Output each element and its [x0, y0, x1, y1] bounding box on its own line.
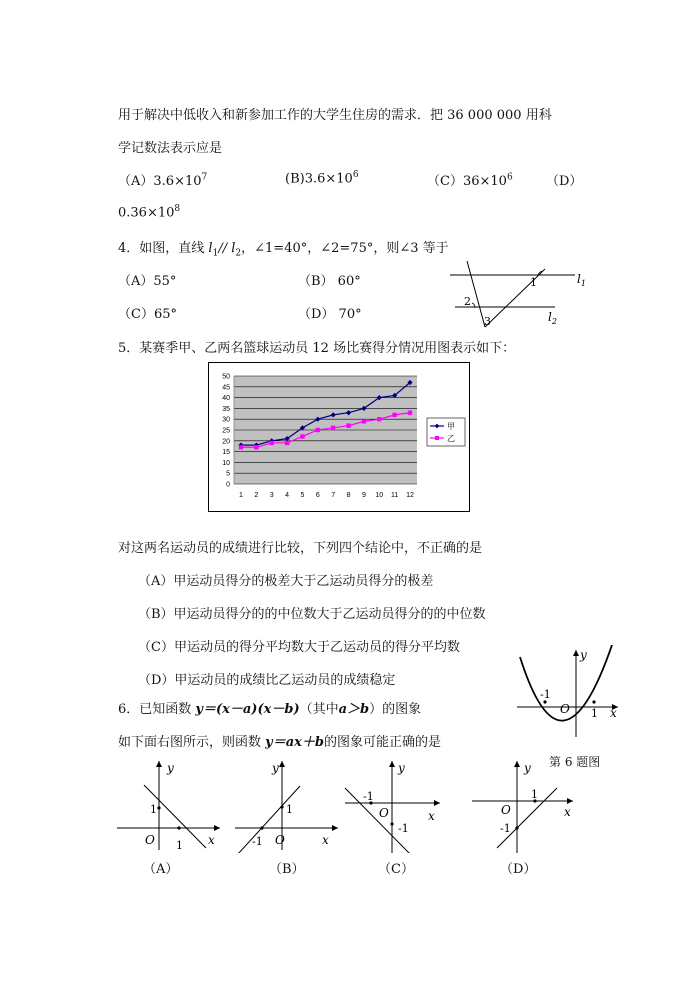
angle-2-label: 2: [464, 295, 471, 308]
svg-text:y: y: [167, 761, 174, 775]
data-point: [392, 413, 396, 417]
angle-1-label: 1: [530, 276, 537, 289]
svg-text:O: O: [145, 833, 155, 847]
q4-option-a: （A）55°: [118, 274, 177, 289]
y-tick-label: 0: [226, 481, 230, 489]
data-point: [270, 441, 274, 445]
q3-option-d-continued: $0.36\times 10^8$: [118, 204, 181, 221]
l2-label: $l_2$: [548, 310, 557, 326]
function-line: [497, 788, 557, 848]
q6-line2: 如下面右图所示，则函数 y＝ax＋b的图象可能正确的是: [118, 735, 441, 750]
q4-parallel-lines-figure: [445, 255, 595, 335]
data-point: [316, 428, 320, 432]
x-tick-label: 12: [406, 492, 414, 499]
svg-text:1: 1: [286, 803, 293, 816]
data-point: [254, 445, 258, 449]
svg-text:y: y: [524, 761, 531, 775]
q4-option-d: （D） 70°: [298, 307, 362, 322]
q3-option-b: $(B)3.6\times 10^6$: [285, 170, 359, 187]
svg-text:x: x: [564, 805, 571, 819]
x-tick-label: 5: [300, 492, 305, 499]
x-tick-label: 6: [315, 492, 320, 499]
q4-option-c: （C）65°: [118, 307, 177, 322]
y-tick-label: 45: [222, 384, 230, 392]
svg-text:O: O: [560, 702, 570, 716]
svg-text:-1: -1: [540, 688, 551, 701]
q4-option-b: （B） 60°: [298, 274, 361, 289]
legend-box: [427, 418, 465, 446]
svg-text:-1: -1: [252, 835, 263, 848]
q6-option-b-graph: [230, 758, 342, 853]
q5-question: 对这两名运动员的成绩进行比较，下列四个结论中，不正确的是: [118, 541, 483, 556]
y-tick-label: 40: [222, 395, 230, 403]
x-tick-label: 4: [285, 492, 290, 499]
y-tick-label: 15: [222, 449, 230, 457]
q6-line1: 6．已知函数 y＝(x－a)(x－b)（其中a＞b）的图象: [118, 702, 422, 717]
q6-option-c-graph: [340, 758, 452, 853]
q5-option-a: （A）甲运动员得分的极差大于乙运动员得分的极差: [138, 574, 434, 589]
q5-option-b: （B）甲运动员得分的的中位数大于乙运动员得分的的中位数: [138, 607, 486, 622]
x-tick-label: 3: [269, 492, 274, 499]
svg-text:y: y: [398, 761, 405, 775]
q5-stem: 5．某赛季甲、乙两名篮球运动员 12 场比赛得分情况用图表示如下：: [118, 341, 516, 356]
svg-text:x: x: [322, 833, 329, 847]
q6-figure-caption: 第 6 题图: [549, 755, 601, 769]
q6-option-a-caption: （A）: [143, 862, 179, 877]
svg-text:y: y: [272, 761, 279, 775]
x-tick-label: 10: [375, 492, 384, 499]
l1-label: $l_1$: [577, 272, 586, 288]
y-tick-label: 30: [222, 416, 230, 424]
q3-option-c: $(C)36\times 10^6$: [427, 172, 513, 189]
svg-text:x: x: [428, 809, 435, 823]
legend-marker: [435, 436, 439, 440]
q6-option-d-caption: （D）: [500, 862, 537, 877]
x-tick-label: 2: [254, 492, 259, 499]
score-line-chart: [209, 363, 469, 511]
svg-text:O: O: [379, 806, 389, 820]
data-point: [239, 445, 243, 449]
svg-text:1: 1: [176, 839, 183, 852]
svg-text:-1: -1: [398, 822, 409, 835]
q3-text-line1: 用于解决中低收入和新参加工作的大学生住房的需求．把 36 000 000 用科: [118, 108, 552, 123]
q4-stem: 4．如图，直线 $l_1//$ $l_2$，∠1=40°，∠2=75°，则∠3 等于: [118, 241, 449, 259]
svg-text:y: y: [580, 648, 587, 662]
y-tick-label: 50: [222, 373, 230, 381]
x-tick-label: 9: [361, 492, 366, 499]
q6-option-d-graph: [467, 758, 579, 853]
angle-3-label: 3: [484, 315, 491, 328]
x-tick-label: 7: [331, 492, 336, 499]
x-tick-label: 8: [346, 492, 351, 499]
legend-label: 乙: [447, 434, 455, 443]
function-line: [238, 786, 300, 853]
y-tick-label: 35: [222, 405, 230, 413]
svg-text:x: x: [208, 833, 215, 847]
q6-option-b-caption: （B）: [269, 862, 305, 877]
svg-text:1: 1: [150, 803, 157, 816]
y-tick-label: 20: [222, 438, 230, 446]
data-point: [377, 417, 381, 421]
data-point: [300, 434, 304, 438]
x-tick-label: 11: [390, 492, 399, 499]
y-tick-label: 5: [226, 470, 230, 478]
svg-text:O: O: [275, 833, 285, 847]
svg-text:1: 1: [531, 788, 538, 801]
q5-option-c: （C）甲运动员的得分平均数大于乙运动员的得分平均数: [138, 640, 460, 655]
q6-parabola-figure: [512, 645, 622, 740]
y-tick-label: 25: [222, 427, 230, 435]
svg-text:O: O: [501, 803, 511, 817]
svg-text:-1: -1: [500, 822, 511, 835]
svg-text:1: 1: [591, 707, 598, 720]
q6-option-a-graph: [112, 758, 224, 853]
q3-option-d: （D）: [546, 174, 583, 189]
data-point: [331, 426, 335, 430]
q3-option-a: $(A)3.6\times 10^7$: [118, 172, 208, 189]
q3-text-line2: 学记数法表示应是: [118, 141, 223, 156]
svg-text:-1: -1: [363, 790, 374, 803]
data-point: [362, 419, 366, 423]
legend-label: 甲: [447, 422, 455, 431]
y-tick-label: 10: [222, 459, 230, 467]
svg-text:x: x: [610, 706, 617, 720]
data-point: [346, 423, 350, 427]
data-point: [408, 411, 412, 415]
q6-option-c-caption: （C）: [378, 862, 414, 877]
q5-option-d: （D）甲运动员的成绩比乙运动员的成绩稳定: [138, 673, 396, 688]
x-tick-label: 1: [239, 492, 243, 499]
function-line: [345, 788, 412, 853]
data-point: [285, 441, 289, 445]
score-chart-frame: [208, 362, 470, 512]
transversal-left: [467, 261, 485, 327]
